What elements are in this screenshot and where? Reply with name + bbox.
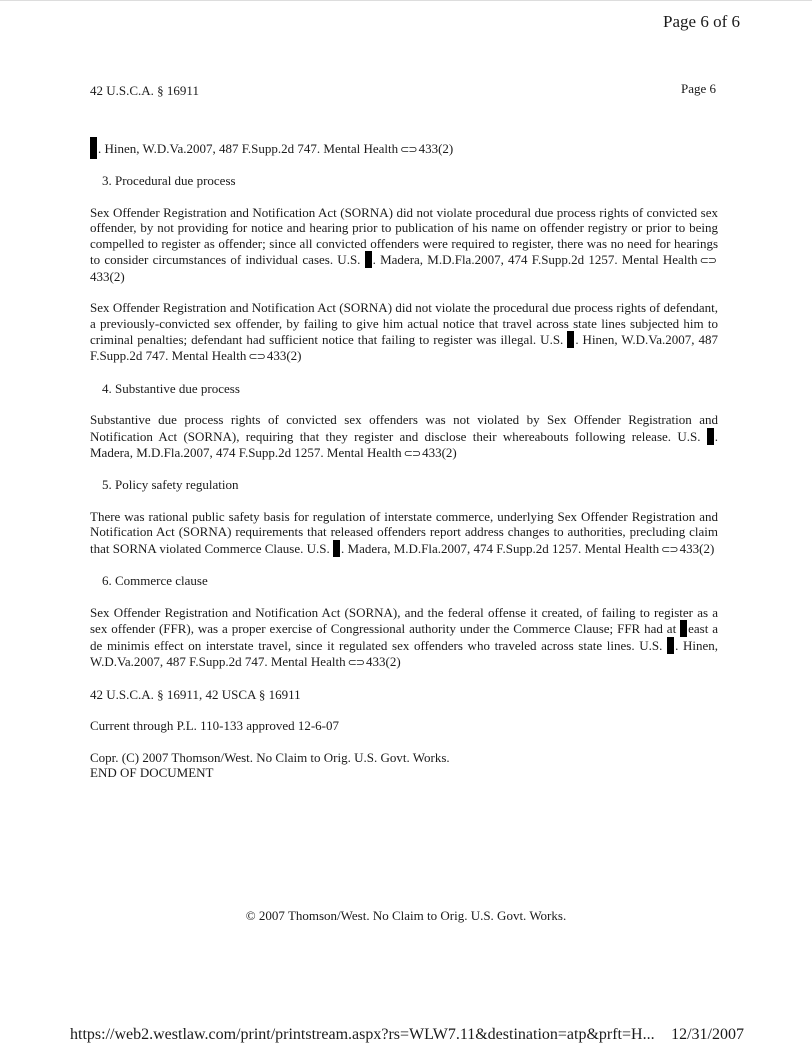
heading-procedural-due-process: 3. Procedural due process [102,173,236,188]
paragraph-procedural-2 [90,300,718,365]
intro-keynote: 433(2) [418,141,454,156]
paragraph-procedural-1 [90,205,718,285]
redaction-bar [680,620,687,637]
keynote-icon: ⊂⊃ [699,254,716,267]
paragraph-substantive-citation: . Madera, M.D.Fla.2007, 474 F.Supp.2d 1257. Mental Health [90,428,719,460]
page-counter: Page 6 of 6 [663,12,740,31]
end-of-document: END OF DOCUMENT [90,765,214,780]
keynote-icon: ⊂⊃ [400,143,417,156]
copyright-line: Copr. (C) 2007 Thomson/West. No Claim to Orig. U.S. Govt. Works. [90,749,450,765]
redaction-bar [90,137,97,159]
heading-commerce-clause: 6. Commerce clause [102,573,208,588]
paragraph-commerce-keynote: 433(2) [366,654,401,669]
footer-copyright: © 2007 Thomson/West. No Claim to Orig. U.S. Govt. Works. [245,908,567,923]
paragraph-commerce-text-2: east a de minimis effect on interstate travel, since it regulated sex offenders who traveled across state lines. U.S. [90,621,719,653]
paragraph-commerce-text-1: Sex Offender Registration and Notification Act (SORNA), and the federal offense it created, of failing to register as a sex offender (FFR), was a proper exercise of Congressional authority under the Commerce Clause; FFR had at [90,604,718,636]
paragraph-procedural-2-citation: . Hinen, W.D.Va.2007, 487 F.Supp.2d 747. Mental Health [90,332,719,363]
statute-citation-line: 42 U.S.C.A. § 16911, 42 USCA § 16911 [90,686,301,702]
paragraph-substantive-text: Substantive due process rights of convicted sex offenders was not violated by Sex Offender Registration and Notification Act (SORNA), requiring that they register and disclose their whereabouts following release. U.S. [90,412,718,444]
paragraph-procedural-2-text: Sex Offender Registration and Notification Act (SORNA) did not violate the procedural due process rights of defendant, a previously-convicted sex offender, by failing to give him actual notice that travel across state lines subjected him to criminal penalties; defendant had sufficient notice that failing to register was illegal. U.S. [90,300,718,347]
intro-citation-text: . Hinen, W.D.Va.2007, 487 F.Supp.2d 747. Mental Health [98,141,399,156]
paragraph-policy-text: There was rational public safety basis for regulation of interstate commerce, underlying Sex Offender Registration and Notification Act (SORNA) requirements that released offenders report address changes to authorities, precluding claim that SORNA violated Commerce Clause. U.S. [90,508,718,556]
paragraph-commerce [90,605,718,671]
keynote-icon: ⊂⊃ [403,446,421,460]
keynote-icon: ⊂⊃ [248,350,265,363]
scan-edge-top [0,0,812,1]
paragraph-procedural-1-keynote: 433(2) [90,268,125,284]
keynote-icon: ⊂⊃ [347,656,365,669]
paragraph-substantive [90,412,718,461]
paragraph-policy [90,509,718,558]
paragraph-procedural-1-citation: . Madera, M.D.Fla.2007, 474 F.Supp.2d 1257. Mental Health [372,252,698,267]
heading-policy-safety-regulation: 5. Policy safety regulation [102,477,239,492]
keynote-icon: ⊂⊃ [661,542,678,556]
redaction-bar [365,251,372,268]
redaction-bar [667,637,674,654]
redaction-bar [707,428,714,445]
paragraph-procedural-1-text: Sex Offender Registration and Notification Act (SORNA) did not violate procedural due process rights of convicted sex offender, by not providing for notice and hearing prior to publication of his name on offender registry or prior to being compelled to register as offender; since all convicted offenders were required to register, there was no need for hearings to consider circumstances of individual cases. U.S. [90,204,718,267]
redaction-bar [333,540,340,557]
print-url: https://web2.westlaw.com/print/printstream.aspx?rs=WLW7.11&destination=atp&prft=H... [70,1026,655,1043]
document-body [90,137,718,781]
paragraph-procedural-2-keynote: 433(2) [266,348,302,363]
paragraph-policy-citation: . Madera, M.D.Fla.2007, 474 F.Supp.2d 1257. Mental Health [341,540,660,556]
header-citation: 42 U.S.C.A. § 16911 [90,83,199,98]
heading-substantive-due-process: 4. Substantive due process [102,380,240,396]
paragraph-commerce-citation: . Hinen, W.D.Va.2007, 487 F.Supp.2d 747. Mental Health [90,638,719,669]
paragraph-policy-keynote: 433(2) [679,540,715,556]
header-page-number: Page 6 [680,81,716,96]
current-through-line: Current through P.L. 110-133 approved 12-6-07 [90,718,340,733]
paragraph-substantive-keynote: 433(2) [422,444,457,460]
print-date: 12/31/2007 [671,1026,744,1043]
redaction-bar [567,331,574,348]
intro-citation-line [90,137,718,159]
